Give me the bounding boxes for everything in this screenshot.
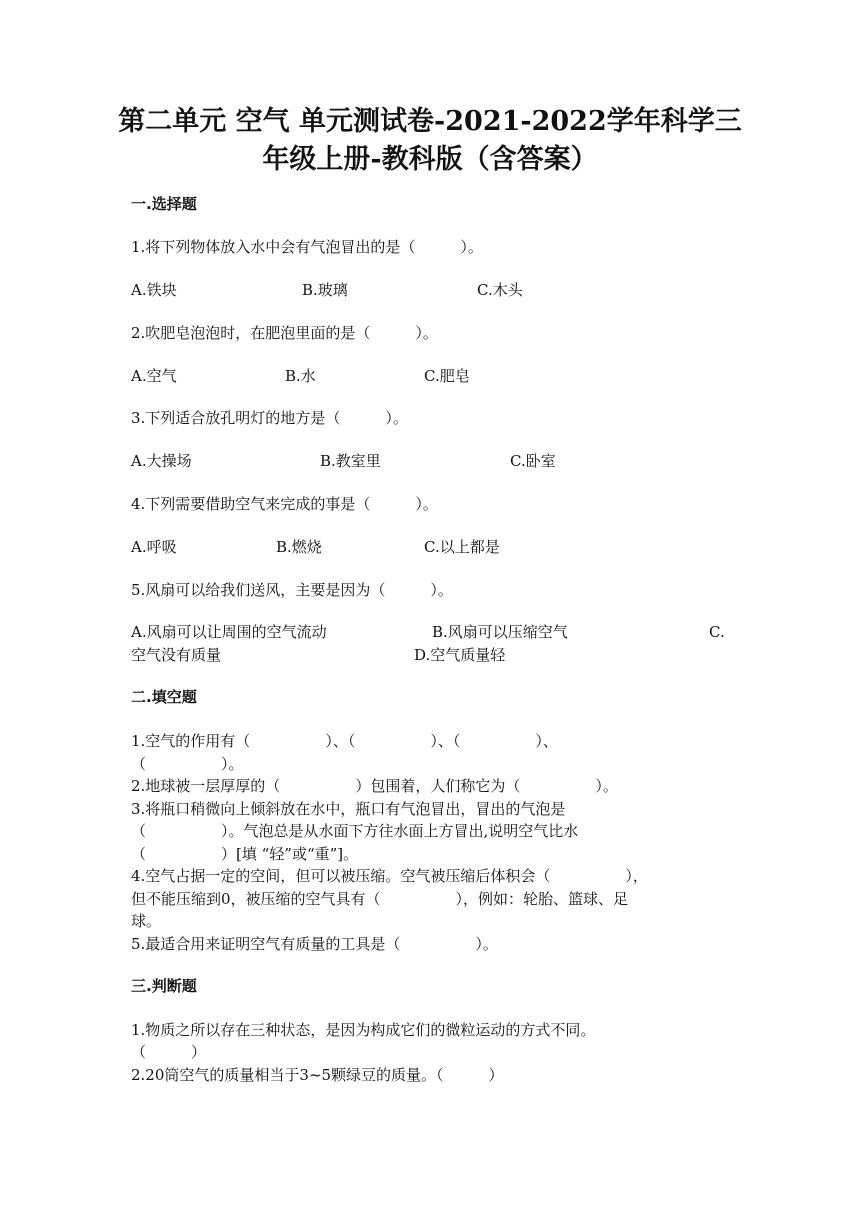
question-5-option-b: B.风扇可以压缩空气 bbox=[432, 623, 568, 641]
question-5-option-c-text: 空气没有质量 bbox=[131, 646, 222, 664]
question-2-option-c: C.肥皂 bbox=[424, 367, 470, 385]
fill-line: 4.空气占据一定的空间，但可以被压缩。空气被压缩后体积会（ ）， bbox=[131, 867, 648, 885]
fill-line: 球。 bbox=[131, 912, 162, 930]
fill-line: 1.空气的作用有（ ）、（ ）、（ ）、 bbox=[131, 732, 558, 750]
fill-line: 2.地球被一层厚厚的（ ）包围着，人们称它为（ ）。 bbox=[131, 777, 618, 795]
fill-line: （ ）。 bbox=[131, 755, 244, 773]
question-3-option-b: B.教室里 bbox=[320, 452, 381, 470]
question-5-option-a: A.风扇可以让周围的空气流动 bbox=[131, 623, 327, 641]
question-1-option-c: C.木头 bbox=[477, 281, 523, 299]
judge-line: 1.物质之所以存在三种状态，是因为构成它们的微粒运动的方式不同。 bbox=[131, 1021, 596, 1039]
document-title-line1: 第二单元 空气 单元测试卷-2021-2022学年科学三 bbox=[118, 106, 742, 137]
fill-line: （ ）[填 “轻”或“重”]。 bbox=[131, 845, 359, 863]
judge-line: 2.20筒空气的质量相当于3~5颗绿豆的质量。（ ） bbox=[131, 1066, 504, 1084]
question-4-option-a: A.呼吸 bbox=[131, 538, 177, 556]
question-4-option-b: B.燃烧 bbox=[276, 538, 322, 556]
question-2-option-b: B.水 bbox=[285, 367, 316, 385]
section-heading-judge: 三.判断题 bbox=[131, 977, 197, 995]
question-3-stem: 3.下列适合放孔明灯的地方是（ ）。 bbox=[131, 409, 408, 427]
question-5-stem: 5.风扇可以给我们送风，主要是因为（ ）。 bbox=[131, 581, 453, 599]
fill-line: 5.最适合用来证明空气有质量的工具是（ ）。 bbox=[131, 935, 498, 953]
question-1-option-b: B.玻璃 bbox=[302, 281, 348, 299]
question-5-option-c-label: C. bbox=[709, 623, 725, 641]
question-2-stem: 2.吹肥皂泡泡时，在肥泡里面的是（ ）。 bbox=[131, 324, 438, 342]
question-3-option-c: C.卧室 bbox=[510, 452, 556, 470]
judge-line: （ ） bbox=[131, 1043, 207, 1061]
fill-line: 3.将瓶口稍微向上倾斜放在水中，瓶口有气泡冒出，冒出的气泡是 bbox=[131, 800, 566, 818]
question-4-stem: 4.下列需要借助空气来完成的事是（ ）。 bbox=[131, 495, 438, 513]
question-4-option-c: C.以上都是 bbox=[424, 538, 500, 556]
question-2-option-a: A.空气 bbox=[131, 367, 177, 385]
section-heading-choice: 一.选择题 bbox=[131, 195, 197, 213]
document-title-line2: 年级上册-教科版（含答案） bbox=[262, 144, 598, 175]
section-heading-fill: 二.填空题 bbox=[131, 688, 197, 706]
question-5-option-d: D.空气质量轻 bbox=[414, 646, 506, 664]
fill-line: （ ）。气泡总是从水面下方往水面上方冒出,说明空气比水 bbox=[131, 822, 579, 840]
question-1-option-a: A.铁块 bbox=[131, 281, 177, 299]
fill-line: 但不能压缩到0，被压缩的空气具有（ ），例如：轮胎、篮球、足 bbox=[131, 890, 629, 908]
question-3-option-a: A.大操场 bbox=[131, 452, 192, 470]
question-1-stem: 1.将下列物体放入水中会有气泡冒出的是（ ）。 bbox=[131, 238, 483, 256]
